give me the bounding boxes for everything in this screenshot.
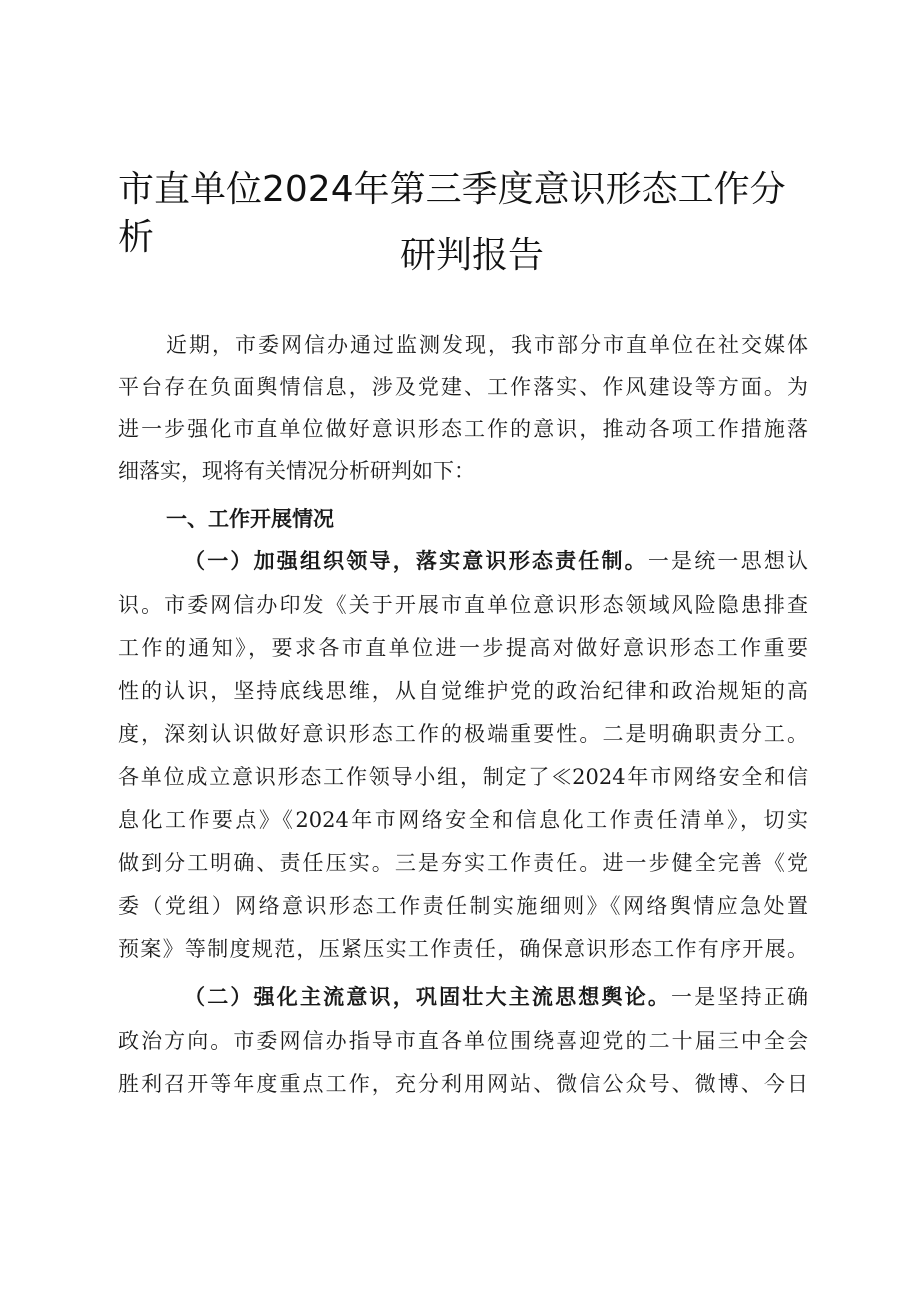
body-line: 做到分工明确、责任压实。三是夯实工作责任。进一步健全完善《党	[118, 851, 808, 875]
body-line: 工作的通知》，要求各市直单位进一步提高对做好意识形态工作重要	[118, 636, 808, 660]
subsection-2-first-rest: 一是坚持正确	[671, 985, 808, 1009]
body-line: 政治方向。市委网信办指导市直各单位围绕喜迎党的二十届三中全会	[118, 1029, 808, 1053]
body-line: 委（党组）网络意识形态工作责任制实施细则》《网络舆情应急处置	[118, 894, 808, 918]
body-line: 胜利召开等年度重点工作，充分利用网站、微信公众号、微博、今日	[118, 1072, 808, 1096]
intro-line: 细落实，现将有关情况分析研判如下：	[118, 459, 475, 483]
subsection-2-heading: （二）强化主流意识，巩固壮大主流思想舆论。	[184, 984, 672, 1009]
body-line: 度，深刻认识做好意识形态工作的极端重要性。二是明确职责分工。	[118, 722, 808, 746]
body-line: 性的认识，坚持底线思维，从自觉维护党的政治纪律和政治规矩的高	[118, 679, 808, 703]
subsection-2-first-line	[184, 982, 808, 1012]
intro-line: 近期，市委网信办通过监测发现，我市部分市直单位在社交媒体	[166, 333, 808, 357]
body-line: 各单位成立意识形态工作领导小组，制定了≪2024年市网络安全和信	[118, 765, 808, 789]
intro-line: 平台存在负面舆情信息，涉及党建、工作落实、作风建设等方面。为	[118, 375, 808, 399]
intro-line: 进一步强化市直单位做好意识形态工作的意识，推动各项工作措施落	[118, 417, 808, 441]
subsection-1-first-rest: 一是统一思想认	[647, 549, 808, 573]
document-title-line-1: 市直单位2024年第三季度意识形态工作分析	[118, 169, 786, 258]
subsection-1-first-line	[184, 546, 808, 576]
body-line: 识。市委网信办印发《关于开展市直单位意识形态领域风险隐患排查	[118, 593, 808, 617]
body-line: 息化工作要点》《2024年市网络安全和信息化工作责任清单》，切实	[118, 808, 808, 832]
body-line: 预案》等制度规范，压紧压实工作责任，确保意识形态工作有序开展。	[118, 937, 808, 961]
document-title-line-2: 研判报告	[400, 235, 545, 276]
section-heading: 一、工作开展情况	[166, 506, 334, 531]
subsection-1-heading: （一）加强组织领导，落实意识形态责任制。	[184, 548, 648, 573]
